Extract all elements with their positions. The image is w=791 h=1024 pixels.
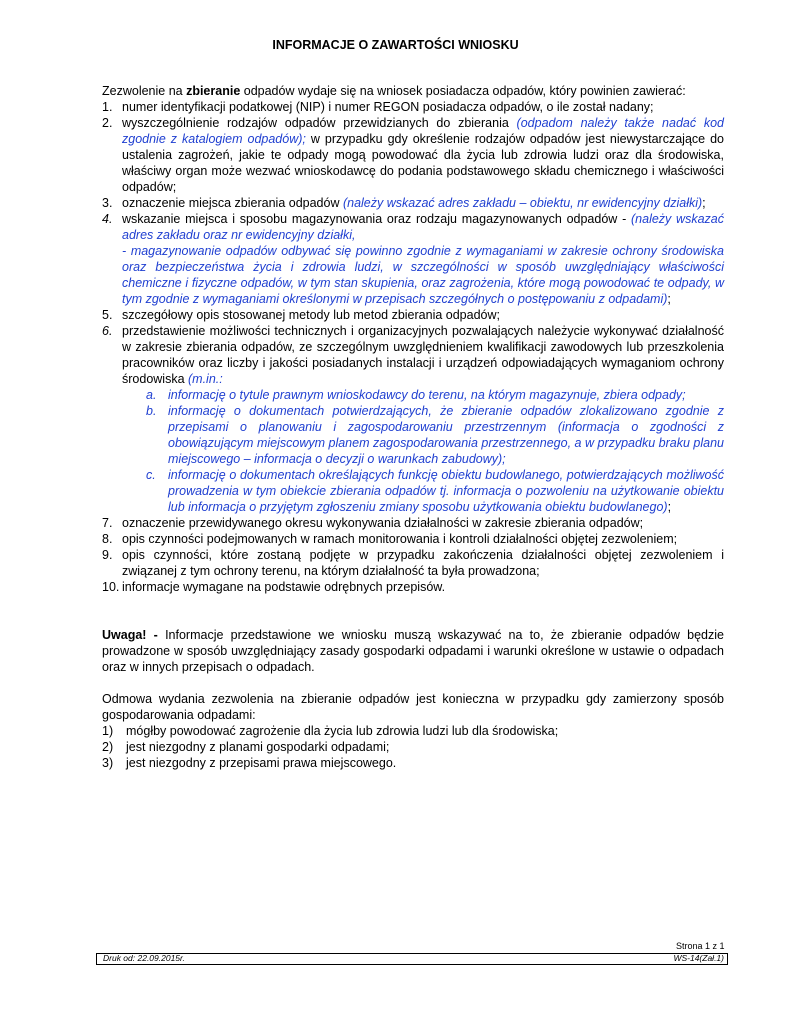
list-text: opis czynności, które zostaną podjęte w przypadku zakończenia działalności objętej zezwoleniem i związanej z tym ochrony terenu, na którym działalność ta była prowadzona; (122, 548, 724, 578)
refusal-item-1 (102, 723, 724, 739)
list-number: 6. (102, 324, 113, 338)
list-text: opis czynności podejmowanych w ramach monitorowania i kontroli działalności objętej zezwoleniem; (122, 532, 678, 546)
sub-item-c (102, 467, 724, 515)
intro-bold: zbieranie (186, 84, 241, 98)
list-note: (należy wskazać adres zakładu – obiektu, nr ewidencyjny działki) (342, 196, 703, 210)
refusal-list (102, 723, 724, 771)
list-item-5 (102, 307, 724, 323)
list-number: 1. (102, 100, 113, 114)
list-text: wyszczególnienie rodzajów odpadów przewidzianych do zbierania (122, 116, 517, 130)
sub-text: informację o dokumentach potwierdzających, że zbieranie odpadów zlokalizowano zgodnie z przepisami o planowaniu i zagospodarowaniu przestrzennym (informacja o zgodności z obowiązującym miejscowym planem zagospodarowania przestrzennego, a w przypadku braku planu miejscowego – informacja o decyzji o warunkach zabudowy); (168, 404, 724, 466)
list-item-4 (102, 211, 724, 307)
spacer (102, 595, 724, 627)
list-number: 10. (102, 580, 120, 594)
intro-text-after: odpadów wydaje się na wniosek posiadacza odpadów, który powinien zawierać: (240, 84, 686, 98)
refusal-item-3 (102, 755, 724, 771)
list-number: 4. (102, 212, 113, 226)
list-number: 9. (102, 548, 113, 562)
sub-item-b (102, 403, 724, 467)
list-note: (m.in.: (188, 372, 223, 386)
list-number: 2. (102, 116, 113, 130)
intro-text: Zezwolenie na (102, 84, 187, 98)
list-text: informacje wymagane na podstawie odrębnych przepisów. (122, 580, 446, 594)
sub-number: b. (146, 404, 157, 418)
refusal-item-2 (102, 739, 724, 755)
warning-label: Uwaga! - (102, 628, 158, 642)
list-item-1 (102, 99, 724, 115)
list-item-10 (102, 579, 724, 595)
spacer (102, 675, 724, 691)
list-item-6 (102, 323, 724, 387)
footer-box (96, 953, 728, 965)
refusal-text: jest niezgodny z planami gospodarki odpadami; (126, 740, 390, 754)
refusal-text: jest niezgodny z przepisami prawa miejscowego. (126, 756, 397, 770)
list-text: wskazanie miejsca i sposobu magazynowania oraz rodzaju magazynowanych odpadów - (122, 212, 631, 226)
list-number: 8. (102, 532, 113, 546)
print-date: Druk od: 22.09.2015r. (103, 953, 185, 963)
list-number: 7. (102, 516, 113, 530)
form-code: WS-14(Zał.1) (673, 953, 724, 963)
refusal-number: 2) (102, 740, 114, 754)
list-text: szczegółowy opis stosowanej metody lub metod zbierania odpadów; (122, 308, 500, 322)
list-text: przedstawienie możliwości technicznych i organizacyjnych pozwalających należycie wykonywać działalność w zakresie zbierania odpadów, ze szczególnym uwzględnieniem kwalifikacji zawodowych lub przeszkolenia pracowników oraz liczby i jakości posiadanych instalacji i urządzeń odpowiadających wymaganiom ochrony środowiska (122, 324, 724, 386)
list-number: 3. (102, 196, 113, 210)
document-body (102, 83, 724, 771)
sub-text: informację o tytule prawnym wnioskodawcy do terenu, na którym magazynuje, zbiera odpady; (168, 388, 686, 402)
refusal-paragraph: Odmowa wydania zezwolenia na zbieranie odpadów jest konieczna w przypadku gdy zamierzony sposób gospodarowania odpadami: (102, 692, 724, 722)
sub-item-a (102, 387, 724, 403)
list-note-2: - magazynowanie odpadów odbywać się powinno zgodnie z wymaganiami w zakresie ochrony środowiska oraz bezpieczeństwa życia i zdrowia ludzi, w szczególności w sposób uwzględniający właściwości chemiczne i fizyczne odpadów, w tym stan skupienia, oraz zagrożenia, które mogą powodować te odpady, w tym zgodnie z wymaganiami określonymi w przepisach szczegółnych o postępowaniu z odpadami) (122, 244, 724, 306)
refusal-number: 1) (102, 724, 114, 738)
sub-text-after: ; (667, 500, 672, 514)
list-item-7 (102, 515, 724, 531)
list-text-after: ; (667, 292, 671, 306)
list-note: (odpadom należy także nadać kod zgodnie z katalogiem odpadów); (122, 116, 724, 146)
list-item-3 (102, 195, 724, 211)
list-text-after: ; (702, 196, 706, 210)
list-text: numer identyfikacji podatkowej (NIP) i numer REGON posiadacza odpadów, o ile został nadany; (122, 100, 654, 114)
list-text-after: w przypadku gdy określenie rodzajów odpadów jest niewystarczające do ustalenia zagrożeń, jakie te odpady mogą powodować dla życia lub zdrowia ludzi oraz dla środowiska, właściwy organ może wezwać wnioskodawcę do podania podstawowego składu chemicznego i właściwości odpadów; (122, 132, 725, 194)
list-item-2 (102, 115, 724, 195)
list-item-9 (102, 547, 724, 579)
intro-paragraph (102, 83, 724, 99)
sub-text: informację o dokumentach określających funkcję obiektu budowlanego, potwierdzających możliwość prowadzenia w tym obiekcie zbierania odpadów tj. informacja o pozwoleniu na użytkowanie obiektu lub informacja o przyjętym zgłoszeniu zmiany sposobu użytkowania obiektu budowlanego) (168, 468, 724, 514)
refusal-text: mógłby powodować zagrożenie dla życia lub zdrowia ludzi lub dla środowiska; (126, 724, 559, 738)
list-text: oznaczenie przewidywanego okresu wykonywania działalności w zakresie zbierania odpadów; (122, 516, 644, 530)
list-text: oznaczenie miejsca zbierania odpadów (122, 196, 343, 210)
warning-paragraph (102, 627, 724, 675)
sub-number: c. (146, 468, 156, 482)
page-number: Strona 1 z 1 (676, 941, 725, 951)
list-note: (należy wskazać adres zakładu oraz nr ewidencyjny działki, (122, 212, 724, 242)
refusal-number: 3) (102, 756, 114, 770)
document-title: INFORMACJE O ZAWARTOŚCI WNIOSKU (272, 38, 519, 52)
sub-number: a. (146, 388, 157, 402)
list-number: 5. (102, 308, 113, 322)
warning-text: Informacje przedstawione we wniosku muszą wskazywać na to, że zbieranie odpadów będzie prowadzone w sposób uwzględniający zasady gospodarki odpadami i warunki określone w ustawie o odpadach oraz w innych przepisach o odpadach. (102, 628, 724, 674)
list-item-8 (102, 531, 724, 547)
